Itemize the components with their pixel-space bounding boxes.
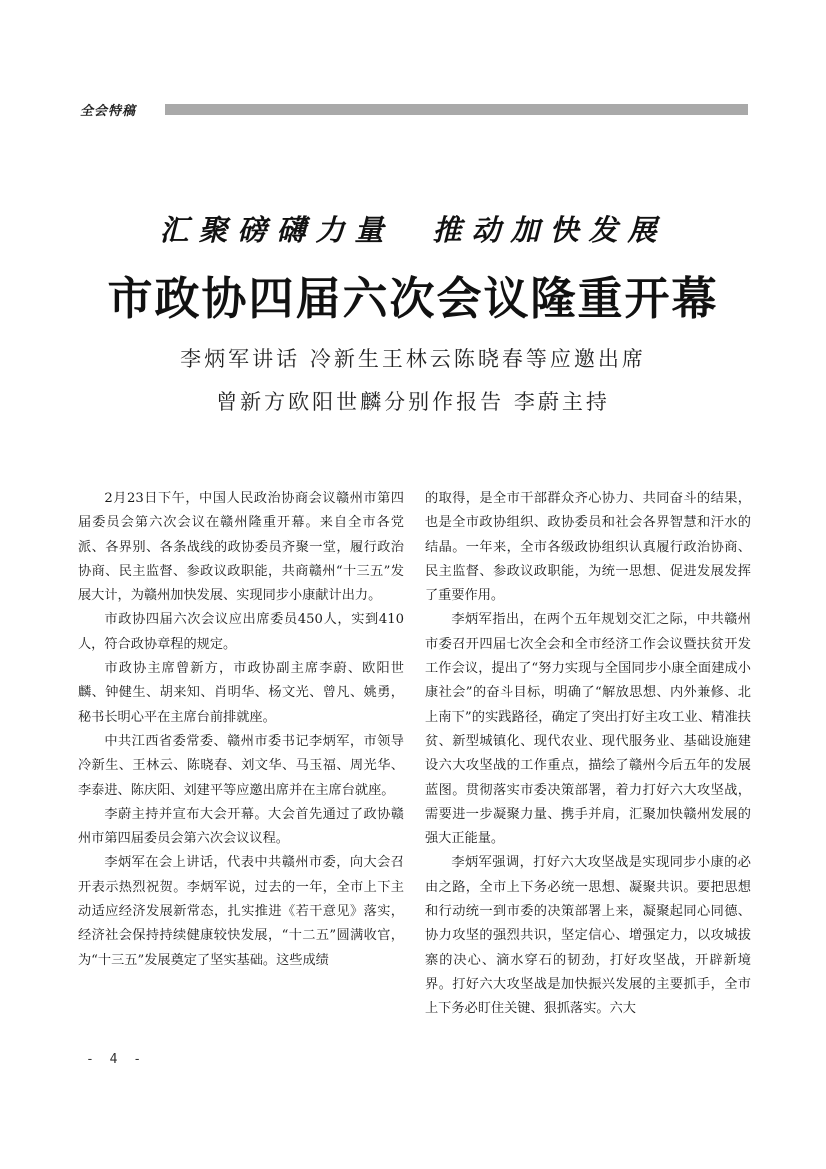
article-subtitle-line-1: 李炳军讲话 冷新生王林云陈晓春等应邀出席 xyxy=(180,347,646,371)
body-paragraph: 市政协主席曾新方，市政协副主席李蔚、欧阳世麟、钟健生、胡来知、肖明华、杨文光、曾凡、姚勇，秘书长明心平在主席台前排就座。 xyxy=(78,661,404,725)
body-paragraph: 李炳军在会上讲话，代表中共赣州市委，向大会召开表示热烈祝贺。李炳军说，过去的一年，全市上下主动适应经济发展新常态，扎实推进《若干意见》落实，经济社会保持持续健康较快发展，“十二五”圆满收官，为“十三五”发展奠定了坚实基础。这些成绩 xyxy=(78,855,404,968)
article-kicker: 汇聚磅礴力量 推动加快发展 xyxy=(159,213,667,247)
body-paragraph: 市政协四届六次会议应出席委员450人，实到410人，符合政协章程的规定。 xyxy=(78,612,404,652)
section-header-bar xyxy=(165,104,748,115)
article-subtitle-line-2: 曾新方欧阳世麟分别作报告 李蔚主持 xyxy=(216,390,610,414)
body-paragraph-continuation: 的取得，是全市干部群众齐心协力、共同奋斗的结果，也是全市政协组织、政协委员和社会各界智慧和汗水的结晶。一年来，全市各级政协组织认真履行政治协商、民主监督、参政议政职能，为统一思想、促进发展发挥了重要作用。 xyxy=(425,491,751,604)
body-right-column xyxy=(425,487,751,1022)
article-title: 市政协四届六次会议隆重开幕 xyxy=(107,272,719,325)
body-paragraph: 李炳军指出，在两个五年规划交汇之际，中共赣州市委召开四届七次全会和全市经济工作会议暨扶贫开发工作会议，提出了“努力实现与全国同步小康全面建成小康社会”的奋斗目标，明确了“解放思想、内外兼修、北上南下”的实践路径，确定了突出打好主攻工业、精准扶贫、新型城镇化、现代农业、现代服务业、基础设施建设六大攻坚战的工作重点，描绘了赣州今后五年的发展蓝图。贯彻落实市委决策部署，着力打好六大攻坚战，需要进一步凝聚力量、携手并肩，汇聚加快赣州发展的强大正能量。 xyxy=(425,612,751,847)
body-paragraph: 李蔚主持并宣布大会开幕。大会首先通过了政协赣州市第四届委员会第六次会议议程。 xyxy=(78,806,404,847)
body-left-column xyxy=(78,487,404,973)
body-paragraph: 李炳军强调，打好六大攻坚战是实现同步小康的必由之路，全市上下务必统一思想、凝聚共识。要把思想和行动统一到市委的决策部署上来，凝聚起同心同德、协力攻坚的强烈共识，坚定信心、增强定力，以攻城拔寨的决心、滴水穿石的韧劲，打好攻坚战，开辟新境界。打好六大攻坚战是加快振兴发展的主要抓手，全市上下务必盯住关键、狠抓落实。六大 xyxy=(425,855,751,1017)
section-label: 全会特稿 xyxy=(80,104,137,119)
body-paragraph: 2月23日下午，中国人民政治协商会议赣州市第四届委员会第六次会议在赣州隆重开幕。来自全市各党派、各界别、各条战线的政协委员齐聚一堂，履行政治协商、民主监督、参政议政职能，共商赣州“十三五”发展大计，为赣州加快发展、实现同步小康献计出力。 xyxy=(78,491,404,604)
body-paragraph: 中共江西省委常委、赣州市委书记李炳军，市领导冷新生、王林云、陈晓春、刘文华、马玉福、周光华、李泰进、陈庆阳、刘建平等应邀出席并在主席台就座。 xyxy=(78,733,404,798)
page-number: - 4 - xyxy=(86,1052,146,1067)
